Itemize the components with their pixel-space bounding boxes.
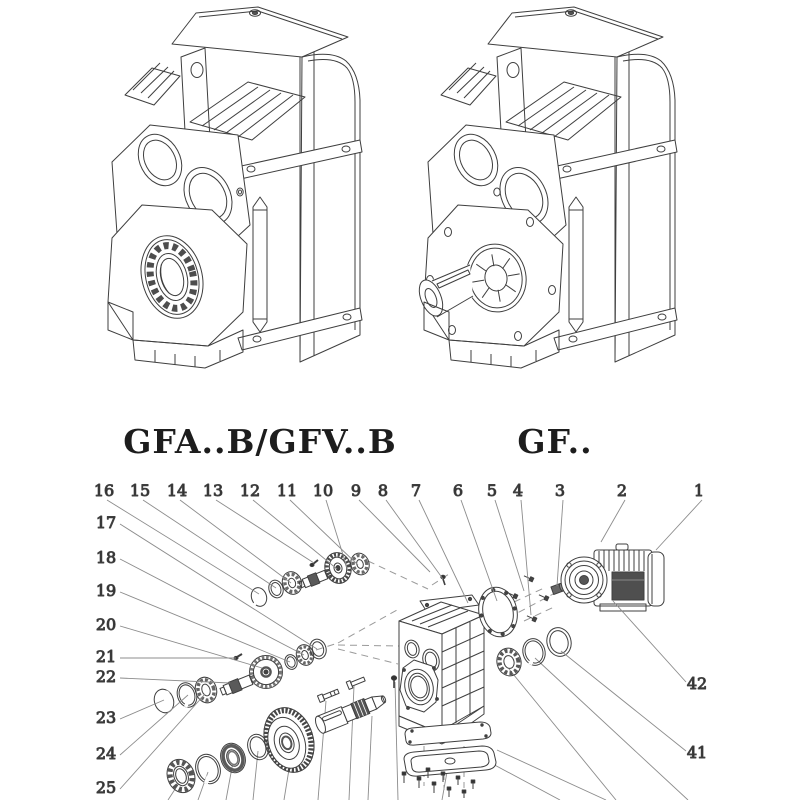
exploded-view <box>94 481 707 800</box>
svg-text:41: 41 <box>686 743 708 762</box>
svg-text:42: 42 <box>686 674 708 693</box>
svg-text:22: 22 <box>95 667 117 686</box>
svg-text:17: 17 <box>95 513 117 532</box>
gearbox-drawing-gfab <box>108 7 362 368</box>
callout-19 <box>96 581 290 662</box>
callout-1 <box>656 481 704 550</box>
motor-side-parts <box>474 544 664 679</box>
svg-text:24: 24 <box>95 744 117 763</box>
callout-2 <box>601 481 627 542</box>
stud-bolt <box>317 688 339 702</box>
svg-text:12: 12 <box>239 481 261 500</box>
svg-text:13: 13 <box>202 481 224 500</box>
callout-21 <box>96 647 236 666</box>
svg-text:19: 19 <box>95 581 117 600</box>
gear-housing <box>399 595 484 744</box>
motor <box>561 544 664 611</box>
svg-text:20: 20 <box>95 615 117 634</box>
retaining-ring <box>249 586 269 609</box>
output-bearing <box>494 645 524 678</box>
svg-text:21: 21 <box>95 647 117 666</box>
snap-ring <box>192 751 225 787</box>
callout-23 <box>96 700 164 727</box>
ball-bearing <box>162 755 199 796</box>
callout-42 <box>613 601 707 693</box>
motor-fan-cowl <box>648 552 664 606</box>
model-label-gfab-gfvb: GFA..B/GFV..B <box>123 422 397 461</box>
oil-seal <box>217 740 250 776</box>
svg-text:9: 9 <box>350 481 362 500</box>
shim-ring <box>544 625 575 659</box>
svg-text:1: 1 <box>693 481 705 500</box>
callout-18 <box>96 548 304 655</box>
svg-text:8: 8 <box>377 481 389 500</box>
housing-cover-parts <box>402 722 496 798</box>
callout-14 <box>167 481 291 583</box>
gear-3rd-stage <box>256 701 322 779</box>
motor-terminal-box <box>612 572 644 600</box>
gear-1st-stage <box>321 550 354 587</box>
vent-screw <box>391 676 396 688</box>
gear-2nd-stage <box>250 656 283 689</box>
svg-text:23: 23 <box>95 708 117 727</box>
callout-41 <box>561 651 707 762</box>
svg-text:5: 5 <box>486 481 498 500</box>
svg-text:15: 15 <box>129 481 151 500</box>
svg-text:18: 18 <box>95 548 117 567</box>
gearbox-drawing-gf <box>415 7 677 368</box>
svg-text:2: 2 <box>616 481 628 500</box>
cover-plate <box>404 746 496 776</box>
set-screw <box>234 654 242 660</box>
svg-text:25: 25 <box>95 778 117 797</box>
motor-flange <box>561 557 607 603</box>
svg-text:6: 6 <box>452 481 464 500</box>
bearing <box>348 551 372 577</box>
svg-text:3: 3 <box>554 481 566 500</box>
svg-text:7: 7 <box>410 481 422 500</box>
input-shaft-parts <box>249 550 445 609</box>
svg-text:10: 10 <box>312 481 334 500</box>
svg-text:11: 11 <box>276 481 298 500</box>
lock-washer <box>151 687 176 716</box>
svg-text:4: 4 <box>512 481 524 500</box>
svg-text:14: 14 <box>166 481 188 500</box>
callout-20 <box>96 615 262 668</box>
circlip <box>520 636 548 668</box>
svg-text:16: 16 <box>93 481 115 500</box>
model-label-gf: GF.. <box>517 422 593 461</box>
stud-bolt <box>346 675 366 689</box>
